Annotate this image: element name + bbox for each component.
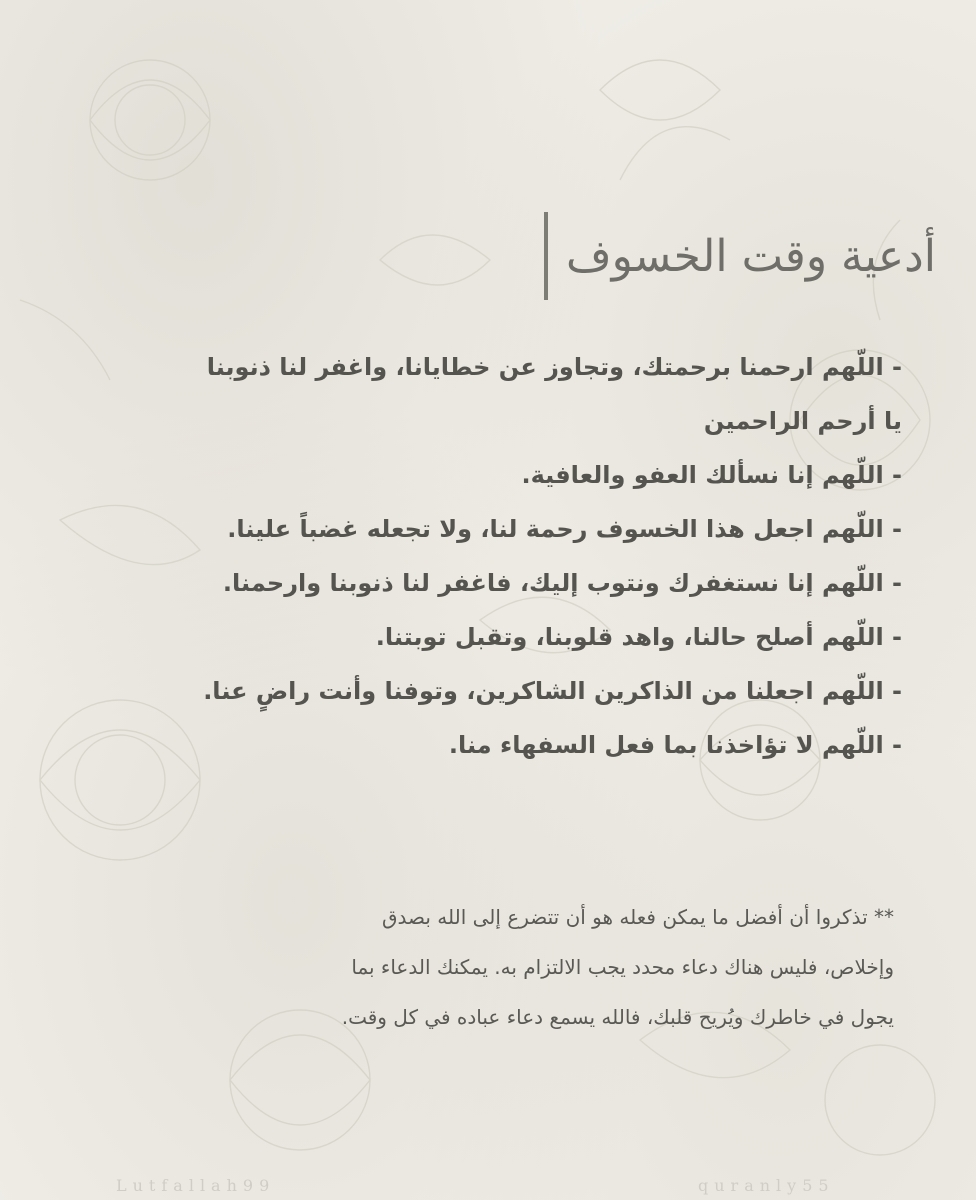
prayer-line: - اللّهم اجعلنا من الذاكرين الشاكرين، وتوفنا وأنت راضٍ عنا. — [203, 677, 902, 705]
prayer-line: - اللّهم ارحمنا برحمتك، وتجاوز عن خطايانا، واغفر لنا ذنوبنا — [206, 353, 902, 381]
note-line: وإخلاص، فليس هناك دعاء محدد يجب الالتزام به. يمكنك الدعاء بما — [351, 955, 894, 979]
prayer-line: - اللّهم إنا نسألك العفو والعافية. — [521, 461, 902, 489]
prayer-line: يا أرحم الراحمين — [703, 407, 902, 435]
prayer-line: - اللّهم إنا نستغفرك ونتوب إليك، فاغفر لنا ذنوبنا وارحمنا. — [222, 569, 902, 597]
note-line: ** تذكروا أن أفضل ما يمكن فعله هو أن تتضرع إلى الله بصدق — [381, 905, 894, 929]
reminder-note — [224, 892, 894, 1042]
prayer-list — [182, 340, 902, 772]
prayer-line: - اللّهم لا تؤاخذنا بما فعل السفهاء منا. — [448, 731, 902, 759]
prayer-line: - اللّهم اجعل هذا الخسوف رحمة لنا، ولا تجعله غضباً علينا. — [227, 515, 902, 543]
prayer-line: - اللّهم أصلح حالنا، واهد قلوبنا، وتقبل توبتنا. — [375, 623, 902, 651]
page-title: أدعية وقت الخسوف — [565, 230, 936, 282]
note-line: يجول في خاطرك ويُريح قلبك، فالله يسمع دعاء عباده في كل وقت. — [341, 1005, 894, 1029]
watermark-right: quranly55 — [698, 1176, 835, 1195]
title-accent-bar — [544, 212, 548, 300]
title-block — [524, 212, 936, 300]
watermark-left: Lutfallah99 — [116, 1176, 276, 1195]
